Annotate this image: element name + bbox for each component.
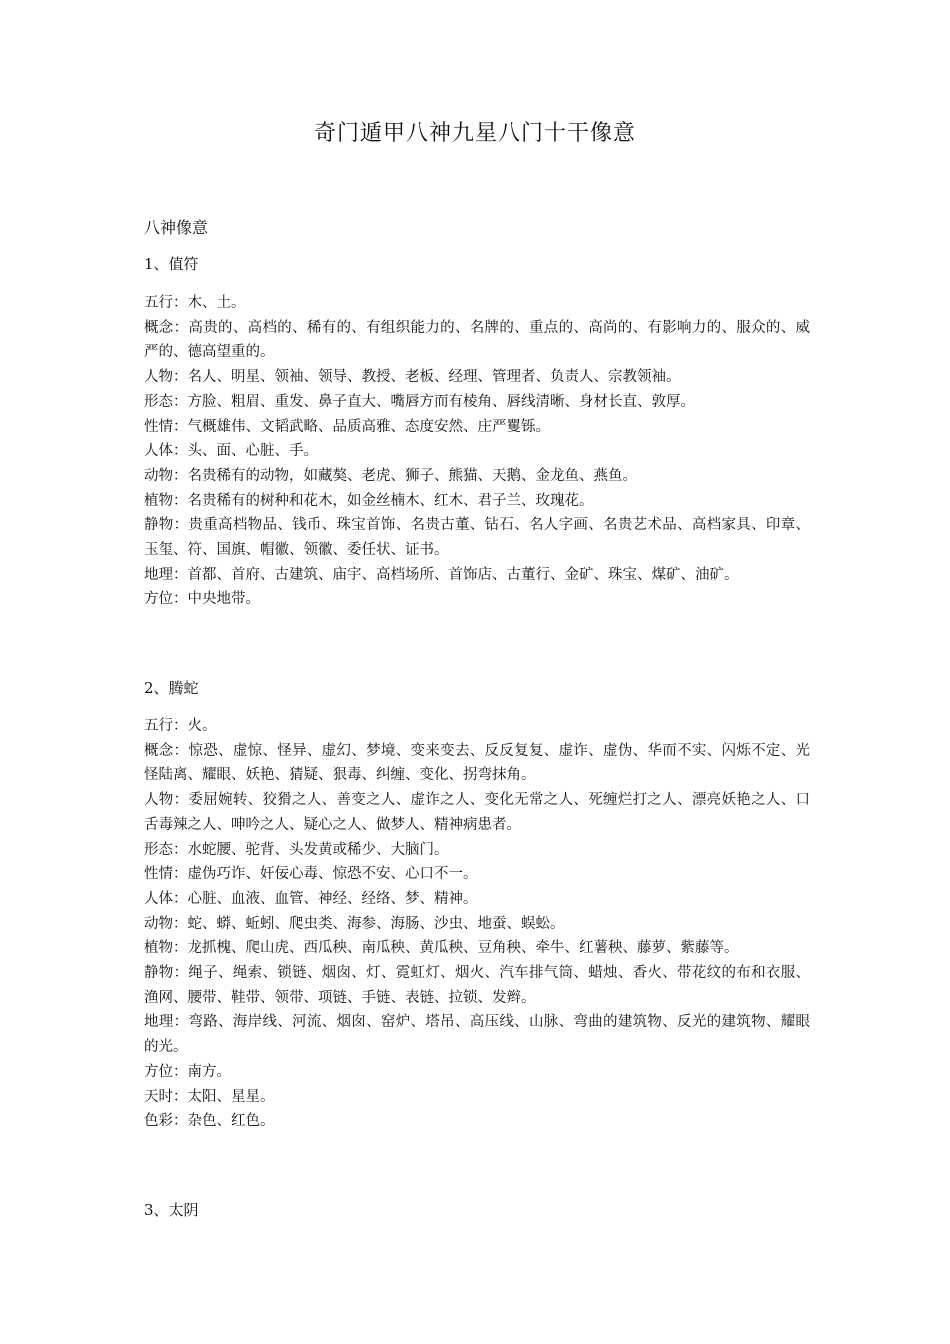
entry-line: 植物：龙抓槐、爬山虎、西瓜秧、南瓜秧、黄瓜秧、豆角秧、牵牛、红薯秧、藤萝、紫藤等。 [144,940,739,957]
entry-line: 形态：水蛇腰、驼背、头发黄或稀少、大脑门。 [144,841,449,858]
entry-line: 人体：心脏、血液、血管、神经、经络、梦、精神。 [144,890,478,907]
section-title: 八神像意 [144,218,209,237]
entry-heading-taiyin: 3、太阴 [144,1201,199,1219]
entry-line: 概念：高贵的、高档的、稀有的、有组织能力的、名牌的、重点的、高尚的、有影响力的、服众的、威严的、德高望重的。 [144,319,810,361]
entry-line: 方位：南方。 [144,1063,231,1080]
entry-line: 动物：名贵稀有的动物，如藏獒、老虎、狮子、熊猫、天鹅、金龙鱼、燕鱼。 [144,467,637,484]
entry-line: 静物：贵重高档物品、钱币、珠宝首饰、名贵古董、钻石、名人字画、名贵艺术品、高档家具、印章、玉玺、符、国旗、帽徽、领徽、委任状、证书。 [144,517,810,559]
entry-line: 概念：惊恐、虚惊、怪异、虚幻、梦境、变来变去、反反复复、虚诈、虚伪、华而不实、闪烁不定、光怪陆离、耀眼、妖艳、猜疑、狠毒、纠缠、变化、拐弯抹角。 [144,742,810,784]
entry-line: 人物：名人、明星、领袖、领导、教授、老板、经理、管理者、负责人、宗教领袖。 [144,369,681,386]
entry-body-tengshe [144,714,810,1134]
entry-heading-tengshe: 2、腾蛇 [144,679,199,697]
entry-line: 性情：气概雄伟、文韬武略、品质高雅、态度安然、庄严矍铄。 [144,418,550,435]
entry-heading-zhifu: 1、值符 [144,255,199,273]
entry-line: 五行：火。 [144,718,217,734]
entry-line: 植物：名贵稀有的树种和花木，如金丝楠木、红木、君子兰、玫瑰花。 [144,492,594,509]
page-title: 奇门遁甲八神九星八门十干像意 [313,121,636,146]
entry-line: 方位：中央地带。 [144,591,260,608]
entry-line: 人体：头、面、心脏、手。 [144,443,318,460]
entry-line: 天时：太阳、星星。 [144,1088,275,1105]
entry-line: 形态：方脸、粗眉、重发、鼻子直大、嘴唇方而有棱角、唇线清晰、身材长直、敦厚。 [144,393,695,410]
entry-line: 地理：弯路、海岸线、河流、烟囱、窑炉、塔吊、高压线、山脉、弯曲的建筑物、反光的建筑物、耀眼的光。 [144,1014,810,1056]
entry-line: 色彩：杂色、红色。 [144,1113,275,1130]
entry-line: 五行：木、土。 [144,295,246,311]
entry-line: 性情：虚伪巧诈、奸佞心毒、惊恐不安、心口不一。 [144,866,478,883]
entry-line: 地理：首都、首府、古建筑、庙宇、高档场所、首饰店、古董行、金矿、珠宝、煤矿、油矿。 [144,566,739,583]
entry-body-zhifu [144,291,810,612]
entry-line: 动物：蛇、蟒、蚯蚓、爬虫类、海参、海肠、沙虫、地蚕、蜈蚣。 [144,915,565,932]
entry-line: 人物：委屈婉转、狡猾之人、善变之人、虚诈之人、变化无常之人、死缠烂打之人、漂亮妖艳之人、口舌毒辣之人、呻吟之人、疑心之人、做梦人、精神病患者。 [144,792,810,833]
entry-line: 静物：绳子、绳索、锁链、烟囱、灯、霓虹灯、烟火、汽车排气筒、蜡烛、香火、带花纹的布和衣服、渔网、腰带、鞋带、领带、项链、手链、表链、拉锁、发辫。 [144,965,810,1006]
